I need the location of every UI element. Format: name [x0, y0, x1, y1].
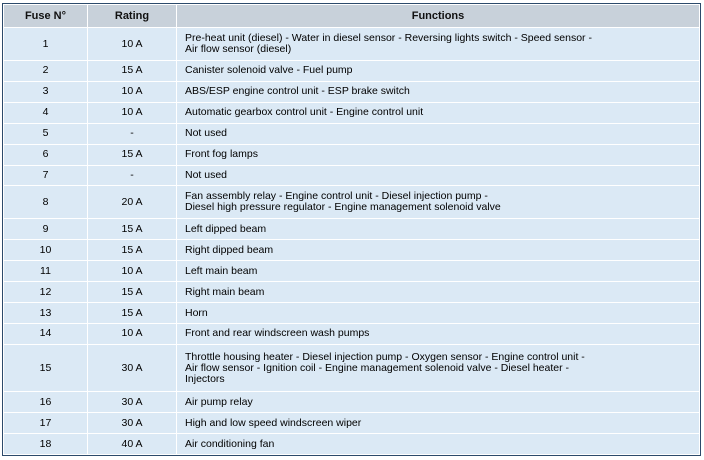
fuse-number-cell: 2: [4, 61, 88, 82]
function-line: Right main beam: [185, 285, 265, 298]
function-line: Pre-heat unit (diesel) - Water in diesel sensor - Reversing lights switch - Speed sensor -: [185, 32, 592, 44]
table-body: [4, 28, 700, 455]
fuse-number-cell: 13: [4, 303, 88, 324]
fuse-number-cell: 3: [4, 81, 88, 102]
fuse-number-cell: 8: [4, 186, 88, 219]
rating-cell: 15 A: [88, 219, 177, 240]
functions-cell: [177, 165, 700, 186]
table-row: [4, 240, 700, 261]
functions-cell: [177, 240, 700, 261]
function-line: Injectors: [185, 372, 225, 385]
rating-cell: 10 A: [88, 323, 177, 344]
table-row: [4, 123, 700, 144]
rating-cell: 10 A: [88, 81, 177, 102]
rating-cell: 20 A: [88, 186, 177, 219]
functions-cell: [177, 144, 700, 165]
functions-cell: [177, 344, 700, 391]
fuse-number-cell: 16: [4, 392, 88, 413]
table-row: [4, 413, 700, 434]
table-row: [4, 81, 700, 102]
function-line: Right dipped beam: [185, 243, 274, 256]
functions-cell: [177, 61, 700, 82]
function-line: Front fog lamps: [185, 148, 258, 161]
functions-cell: [177, 81, 700, 102]
fuse-number-cell: 5: [4, 123, 88, 144]
function-line: Air conditioning fan: [185, 437, 275, 450]
functions-cell: [177, 323, 700, 344]
rating-cell: -: [88, 123, 177, 144]
table-row: [4, 323, 700, 344]
function-line: Not used: [185, 127, 228, 140]
rating-cell: 10 A: [88, 102, 177, 123]
function-line: Not used: [185, 168, 228, 181]
rating-cell: 40 A: [88, 434, 177, 455]
function-line: ABS/ESP engine control unit - ESP brake switch: [185, 85, 410, 98]
rating-cell: 15 A: [88, 240, 177, 261]
table-row: [4, 102, 700, 123]
functions-cell: [177, 186, 700, 219]
functions-cell: [177, 282, 700, 303]
function-line: Diesel high pressure regulator - Engine management solenoid valve: [185, 201, 501, 214]
table-row: [4, 61, 700, 82]
table-row: [4, 282, 700, 303]
functions-cell: [177, 303, 700, 324]
fuse-table: [3, 4, 700, 455]
fuse-number-cell: 6: [4, 144, 88, 165]
function-line: Canister solenoid valve - Fuel pump: [185, 64, 353, 77]
fuse-number-cell: 10: [4, 240, 88, 261]
rating-cell: 15 A: [88, 282, 177, 303]
functions-cell: [177, 219, 700, 240]
fuse-number-cell: 18: [4, 434, 88, 455]
table-row: [4, 219, 700, 240]
functions-cell: [177, 28, 700, 61]
function-line: Air pump relay: [185, 395, 253, 408]
table-row: [4, 344, 700, 391]
functions-cell: [177, 413, 700, 434]
table-row: [4, 303, 700, 324]
functions-cell: [177, 123, 700, 144]
functions-cell: [177, 102, 700, 123]
rating-cell: -: [88, 165, 177, 186]
table-row: [4, 144, 700, 165]
rating-cell: 10 A: [88, 261, 177, 282]
fuse-number-cell: 12: [4, 282, 88, 303]
fuse-number-cell: 14: [4, 323, 88, 344]
fuse-number-cell: 4: [4, 102, 88, 123]
function-line: Throttle housing heater - Diesel injection pump - Oxygen sensor - Engine control unit -: [185, 350, 585, 363]
fuse-number-cell: 9: [4, 219, 88, 240]
functions-cell: [177, 392, 700, 413]
fuse-number-cell: 1: [4, 28, 88, 61]
fuse-number-cell: 17: [4, 413, 88, 434]
fuse-number-cell: 11: [4, 261, 88, 282]
rating-cell: 15 A: [88, 144, 177, 165]
table-row: [4, 28, 700, 61]
rating-cell: 15 A: [88, 303, 177, 324]
function-line: High and low speed windscreen wiper: [185, 416, 362, 429]
fuse-table-frame: [2, 3, 701, 456]
table-row: [4, 392, 700, 413]
function-line: Air flow sensor (diesel): [185, 43, 292, 55]
function-line: Fan assembly relay - Engine control unit - Diesel injection pump -: [185, 190, 488, 203]
rating-cell: 30 A: [88, 392, 177, 413]
function-line: Automatic gearbox control unit - Engine control unit: [185, 106, 424, 119]
function-line: Front and rear windscreen wash pumps: [185, 327, 370, 340]
header-fuse-number: Fuse N°: [4, 5, 88, 28]
fuse-number-cell: 15: [4, 344, 88, 391]
table-header-row: [4, 5, 700, 28]
function-line: Left dipped beam: [185, 222, 267, 235]
functions-cell: [177, 261, 700, 282]
rating-cell: 10 A: [88, 28, 177, 61]
table-row: [4, 261, 700, 282]
table-row: [4, 186, 700, 219]
function-line: Left main beam: [185, 264, 258, 277]
functions-cell: [177, 434, 700, 455]
function-line: Air flow sensor - Ignition coil - Engine management solenoid valve - Diesel heater -: [185, 361, 570, 374]
fuse-number-cell: 7: [4, 165, 88, 186]
rating-cell: 30 A: [88, 344, 177, 391]
header-rating: Rating: [88, 5, 177, 28]
rating-cell: 15 A: [88, 61, 177, 82]
table-row: [4, 165, 700, 186]
rating-cell: 30 A: [88, 413, 177, 434]
header-functions: Functions: [177, 5, 700, 28]
function-line: Horn: [185, 306, 208, 319]
table-row: [4, 434, 700, 455]
